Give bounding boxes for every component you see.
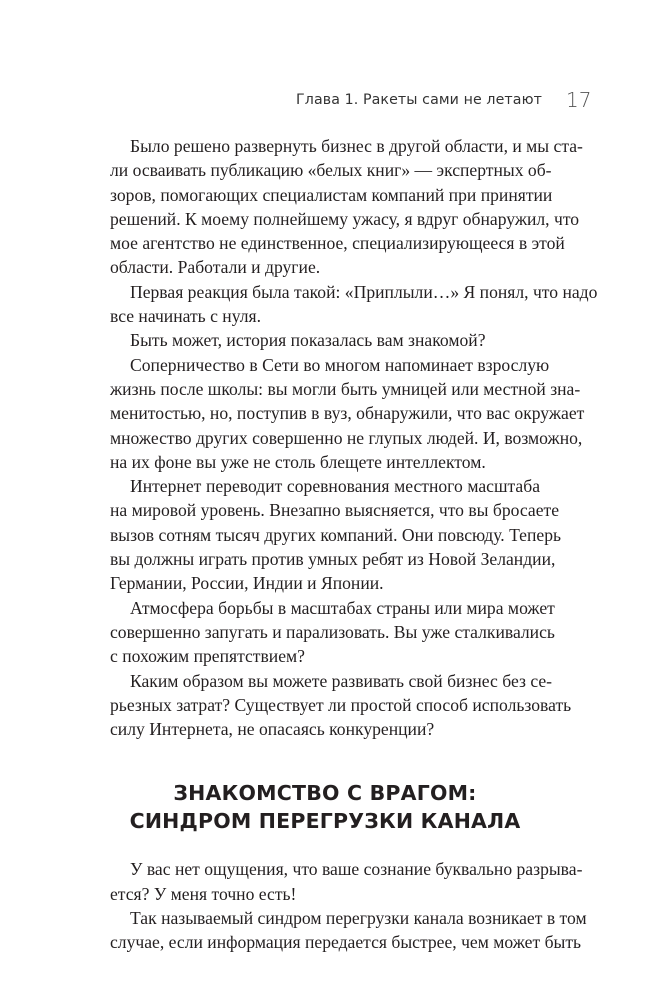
text-line: случае, если информация передается быстрее, чем может быть bbox=[110, 932, 582, 953]
paragraph bbox=[110, 906, 587, 955]
section-heading bbox=[110, 779, 540, 835]
paragraph bbox=[110, 134, 583, 280]
text-line: ли осваивать публикацию «белых книг» — экспертных об- bbox=[110, 160, 552, 181]
text-line: вы должны играть против умных ребят из Новой Зеландии, bbox=[110, 549, 556, 570]
text-line: У вас нет ощущения, что ваше сознание буквально разрыва- bbox=[130, 859, 583, 880]
paragraph bbox=[110, 328, 540, 352]
text-line: на мировой уровень. Внезапно выясняется, что вы бросаете bbox=[110, 500, 560, 521]
text-line: ется? У меня точно есть! bbox=[110, 883, 297, 904]
text-line: мое агентство не единственное, специализирующееся в этой bbox=[110, 233, 565, 254]
text-line: Быть может, история показалась вам знакомой? bbox=[130, 330, 486, 351]
text-line: жизнь после школы: вы могли быть умницей или местной зна- bbox=[110, 378, 581, 399]
text-line: Соперничество в Сети во многом напоминает взрослую bbox=[130, 354, 550, 375]
text-line: все начинать с нуля. bbox=[110, 306, 262, 327]
text-line: вызов сотням тысяч других компаний. Они повсюду. Теперь bbox=[110, 524, 562, 545]
text-line: области. Работали и другие. bbox=[110, 257, 321, 278]
section-heading-line-1: ЗНАКОМСТВО С ВРАГОМ: bbox=[173, 781, 477, 806]
text-line: на их фоне вы уже не столь блещете интеллектом. bbox=[110, 451, 486, 472]
page-number: 17 bbox=[566, 88, 592, 112]
page-body bbox=[110, 134, 598, 955]
paragraph bbox=[110, 596, 555, 669]
text-line: Каким образом вы можете развивать свой бизнес без се- bbox=[130, 670, 553, 691]
paragraph bbox=[110, 280, 598, 329]
section-heading-line-2: СИНДРОМ ПЕРЕГРУЗКИ КАНАЛА bbox=[129, 809, 521, 834]
paragraph bbox=[110, 669, 572, 742]
text-line: Интернет переводит соревнования местного масштаба bbox=[130, 476, 540, 497]
text-line: силу Интернета, не опасаясь конкуренции? bbox=[110, 719, 435, 740]
text-line: Германии, России, Индии и Японии. bbox=[110, 573, 384, 594]
text-line: Так называемый синдром перегрузки канала возникает в том bbox=[130, 908, 587, 929]
text-line: зоров, помогающих специалистам компаний при принятии bbox=[110, 184, 553, 205]
text-line: множество других совершенно не глупых людей. И, возможно, bbox=[110, 427, 583, 448]
text-line: совершенно запугать и парализовать. Вы уже сталкивались bbox=[110, 621, 555, 642]
paragraphs-before-heading bbox=[110, 134, 598, 741]
text-line: Атмосфера борьбы в масштабах страны или мира может bbox=[130, 597, 555, 618]
text-line: с похожим препятствием? bbox=[110, 646, 305, 667]
text-line: Первая реакция была такой: «Приплыли…» Я понял, что надо bbox=[130, 281, 598, 302]
chapter-title: Глава 1. Ракеты сами не летают bbox=[296, 92, 542, 108]
text-line: рьезных затрат? Существует ли простой способ использовать bbox=[110, 694, 572, 715]
text-line: менитостью, но, поступив в вуз, обнаружили, что вас окружает bbox=[110, 403, 585, 424]
text-line: решений. К моему полнейшему ужасу, я вдруг обнаружил, что bbox=[110, 208, 580, 229]
paragraph bbox=[110, 857, 583, 906]
paragraph bbox=[110, 353, 585, 474]
paragraph bbox=[110, 474, 562, 595]
text-line: Было решено развернуть бизнес в другой области, и мы ста- bbox=[130, 136, 583, 156]
running-head bbox=[0, 88, 672, 118]
paragraphs-after-heading bbox=[110, 857, 587, 954]
